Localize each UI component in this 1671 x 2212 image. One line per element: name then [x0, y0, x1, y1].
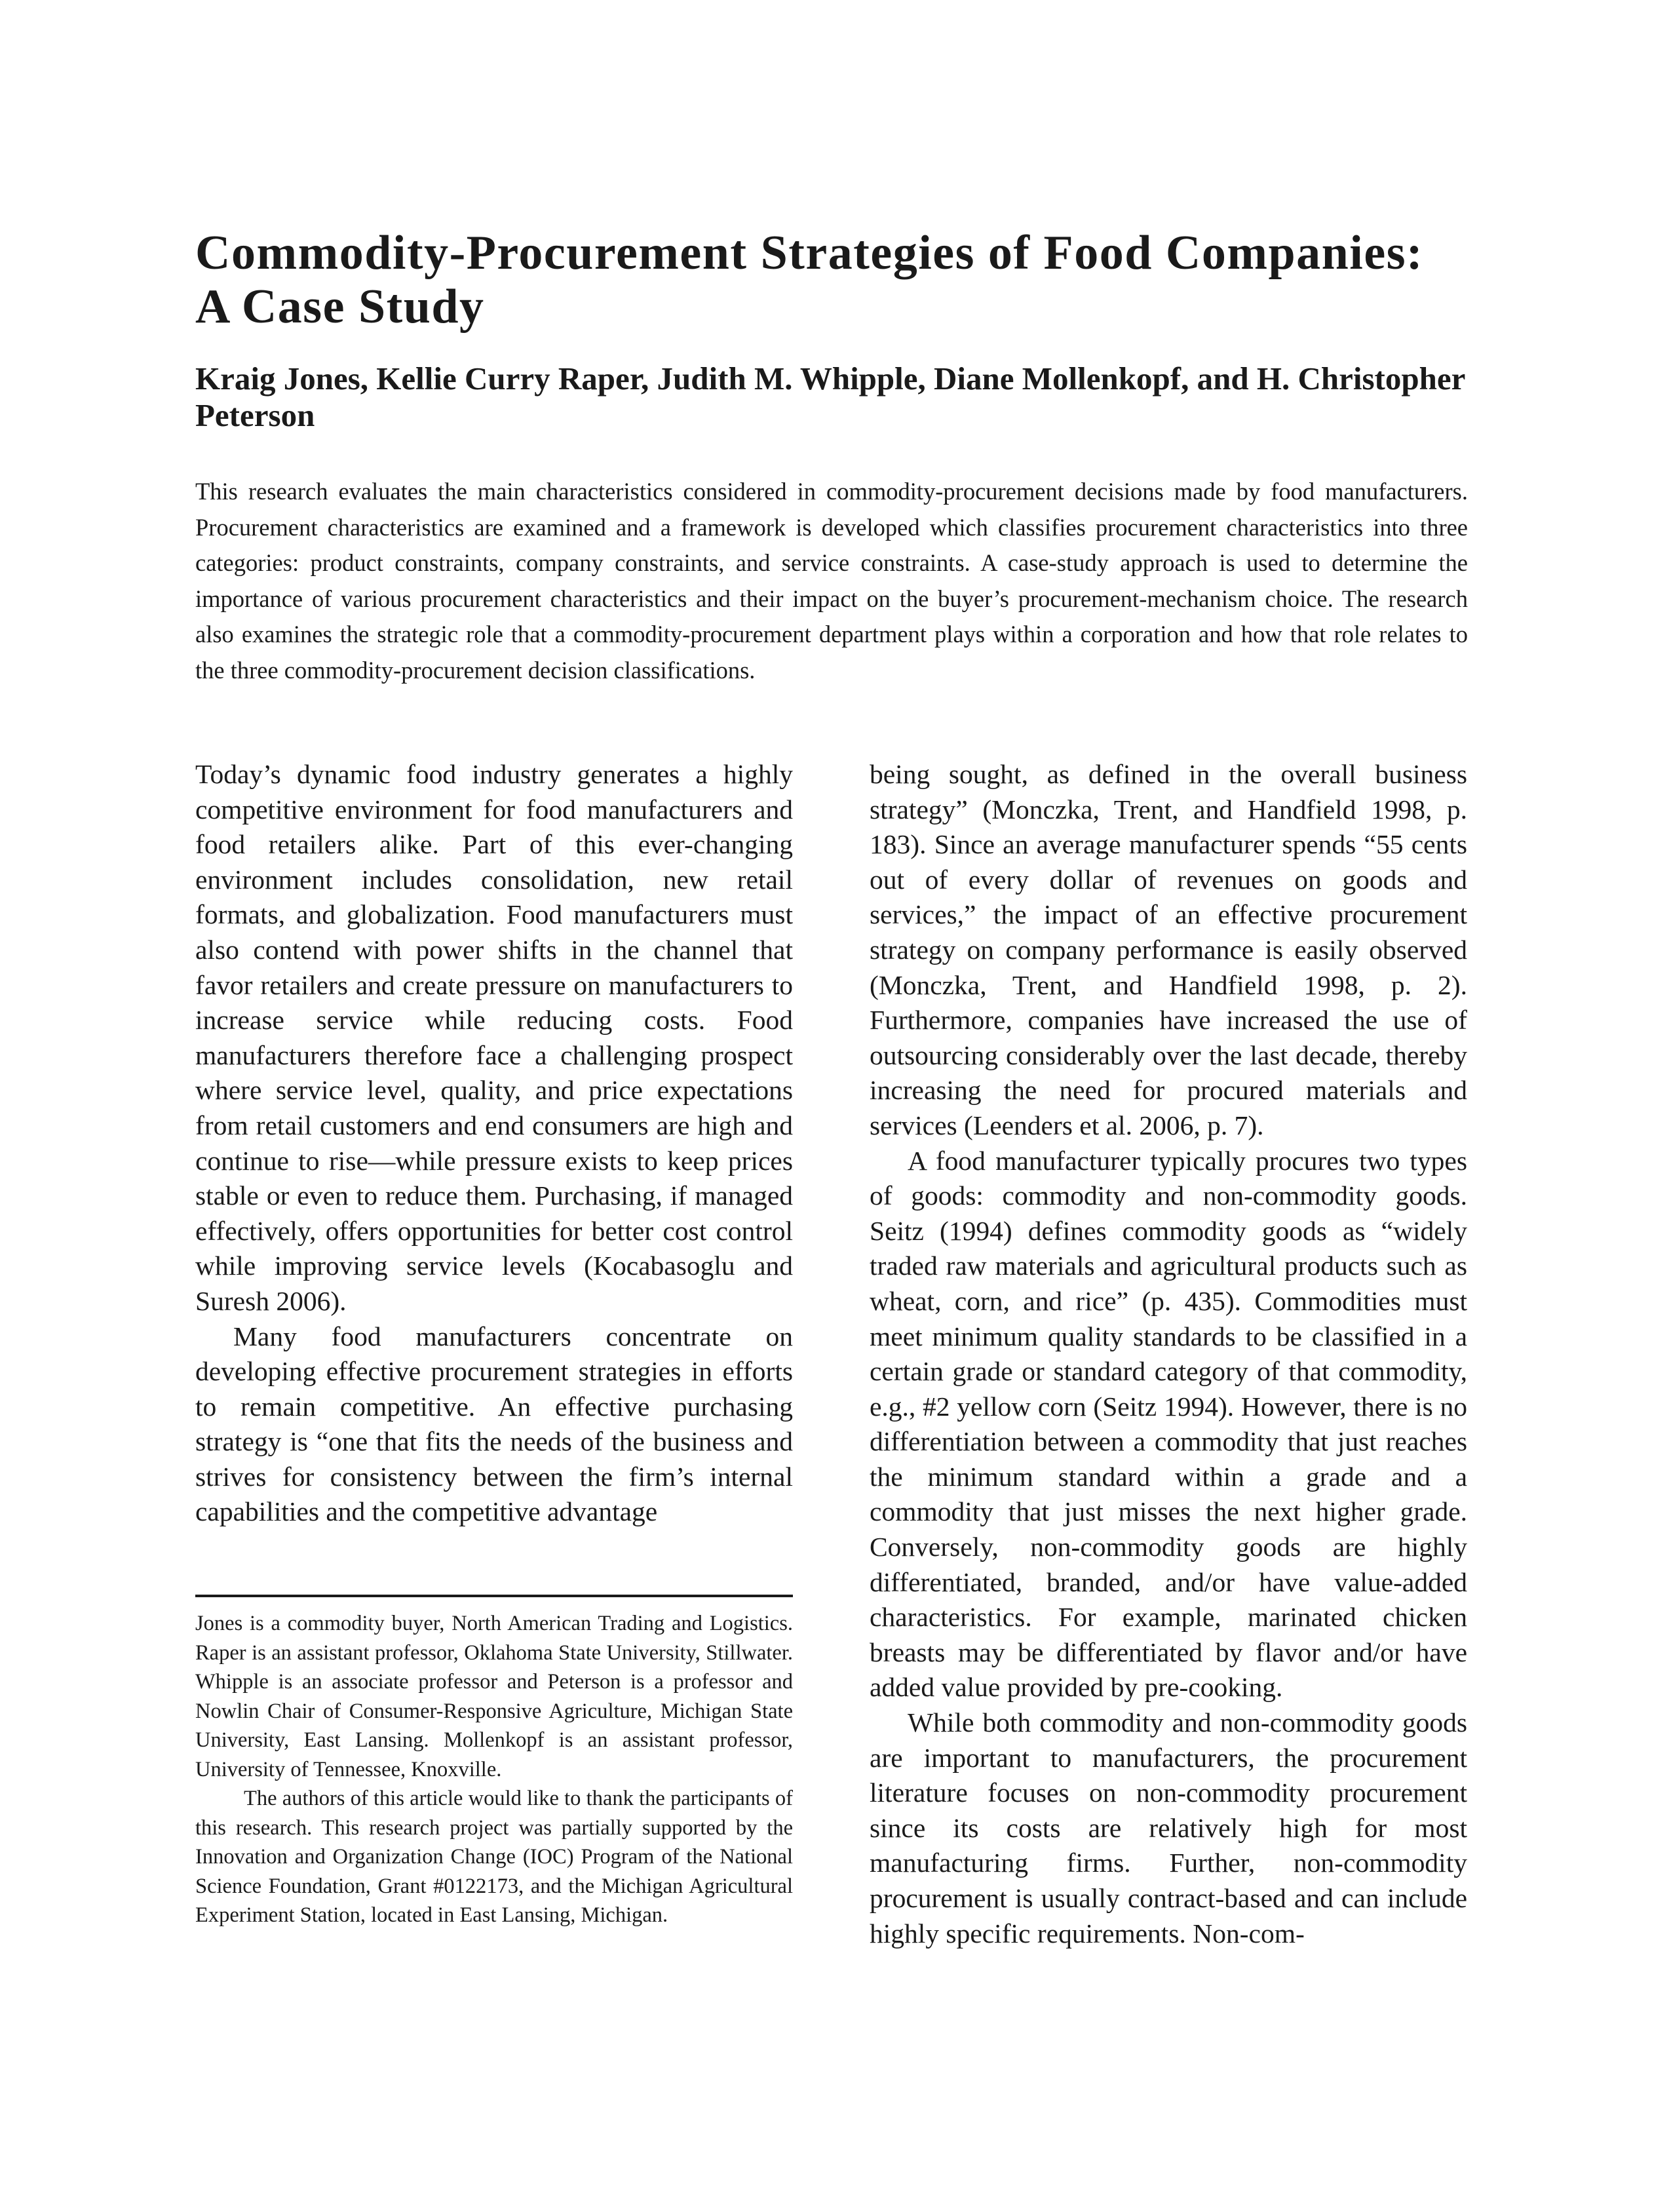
footnote-affiliations: Jones is a commodity buyer, North American Trading and Logistics. Raper is an assistant professor, Oklahoma State University, Stillwater. Whipple is an associate professor and Peterson is a professor and Nowlin Chair of Consumer-Responsive Agriculture, Michigan State University, East Lansing. Mollenkopf is an assistant professor, University of Tennessee, Knoxville.	[195, 1612, 793, 1781]
body-paragraph: While both commodity and non-commodity goods are important to manufacturers, the procurement literature focuses on non-commodity procurement since its costs are relatively high for most manufacturing firms. Further, non-commodity procurement is usually contract-based and can include highly specific requirements. Non-com-	[870, 1707, 1467, 1949]
body-paragraph: A food manufacturer typically procures two types of goods: commodity and non-commodity goods. Seitz (1994) defines commodity goods as “widely traded raw materials and agricultural products such as wheat, corn, and rice” (p. 435). Commodities must meet minimum quality standards to be classified in a certain grade or standard category of that commodity, e.g., #2 yellow corn (Seitz 1994). However, there is no differentiation between a commodity that just reaches the minimum standard within a grade and a commodity that just misses the next higher grade. Conversely, non-commodity goods are highly differentiated, branded, and/or have value-added characteristics. For example, marinated chicken breasts may be differentiated by flavor and/or have added value provided by pre-cooking.	[870, 1145, 1467, 1703]
body-paragraph: Today’s dynamic food industry generates a highly competitive environment for food manufacturers and food retailers alike. Part of this ever-changing environment includes consolidation, new retail formats, and globalization. Food manufacturers must also contend with power shifts in the channel that favor retailers and create pressure on manufacturers to increase service while reducing costs. Food manufacturers therefore face a challenging prospect where service level, quality, and price expectations from retail customers and end consumers are high and continue to rise—while pressure exists to keep prices stable or even to reduce them. Purchasing, if managed effectively, offers opportunities for better cost control while improving service levels (Kocabasoglu and Suresh 2006).	[195, 759, 793, 1316]
body-left-column	[195, 757, 793, 1530]
author-footnote	[195, 1609, 793, 1930]
article-authors: Kraig Jones, Kellie Curry Raper, Judith M. Whipple, Diane Mollenkopf, and H. Christopher Peterson	[195, 360, 1465, 433]
footnote-divider	[195, 1595, 793, 1597]
body-paragraph: being sought, as defined in the overall business strategy” (Monczka, Trent, and Handfield 1998, p. 183). Since an average manufacturer spends “55 cents out of every dollar of revenues on goods and services,” the impact of an effective procurement strategy on company performance is easily observed (Monczka, Trent, and Handfield 1998, p. 2). Furthermore, companies have increased the use of outsourcing considerably over the last decade, thereby increasing the need for procured materials and services (Leenders et al. 2006, p. 7).	[870, 759, 1467, 1140]
article-title: Commodity-Procurement Strategies of Food Companies: A Case Study	[195, 226, 1424, 334]
article-abstract: This research evaluates the main characteristics considered in commodity-procurement decisions made by food manufacturers. Procurement characteristics are examined and a framework is developed which classifies procurement characteristics into three categories: product constraints, company constraints, and service constraints. A case-study approach is used to determine the importance of various procurement characteristics and their impact on the buyer’s procurement-mechanism choice. The research also examines the strategic role that a commodity-procurement department plays within a corporation and how that role relates to the three commodity-procurement decision classifications.	[195, 478, 1468, 684]
body-paragraph: Many food manufacturers concentrate on developing effective procurement strategies in efforts to remain competitive. An effective purchasing strategy is “one that fits the needs of the business and strives for consistency between the firm’s internal capabilities and the competitive advantage	[195, 1321, 793, 1527]
body-right-column	[870, 757, 1467, 1951]
footnote-acknowledgment: The authors of this article would like to thank the participants of this research. This research project was partially supported by the Innovation and Organization Change (IOC) Program of the National Science Foundation, Grant #0122173, and the Michigan Agricultural Experiment Station, located in East Lansing, Michigan.	[195, 1787, 793, 1927]
